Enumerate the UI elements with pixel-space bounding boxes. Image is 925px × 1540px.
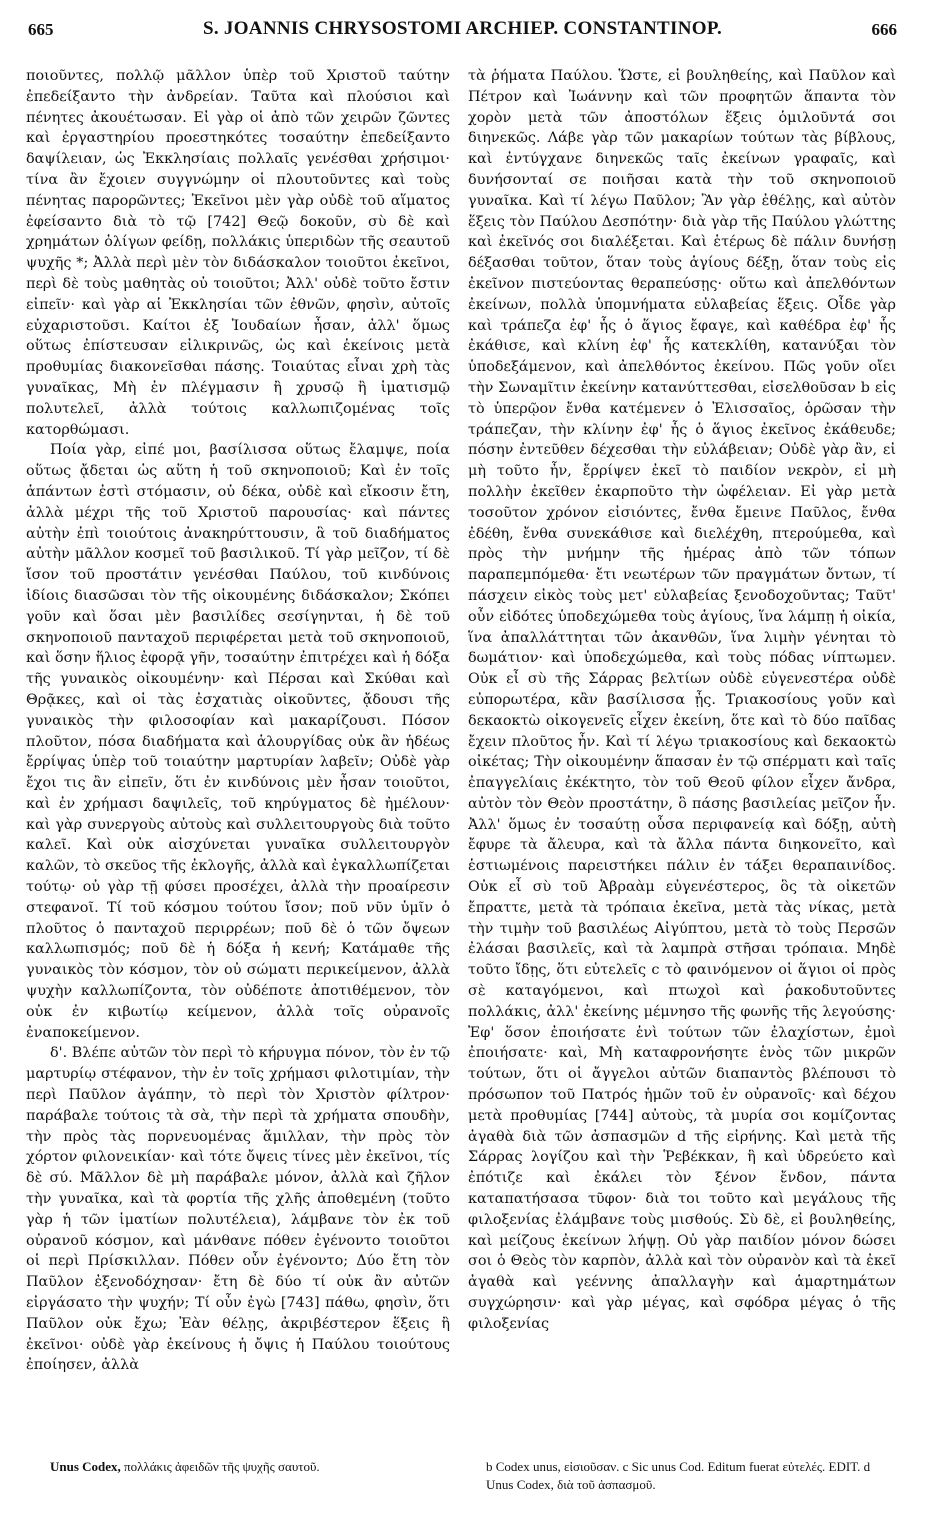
footnote-label: Unus Codex, [50, 1459, 121, 1474]
paragraph: τὰ ῥήματα Παύλου. Ὥστε, εἰ βουληθείης, καὶ Παῦλον καὶ Πέτρον καὶ Ἰωάννην καὶ τῶν προφητῶν ἅπαντα τὸν χορὸν μετὰ τῶν ἀποστόλων ἕξεις ὁμιλοῦντά σοι διηνεκῶς. Λάβε γὰρ τῶν μακαρίων τούτων τὰς βίβλους, καὶ ἐντύγχανε διηνεκῶς ταῖς ἐκείνων γραφαῖς, καὶ δυνήσονταί σε ποιῆσαι κατὰ τὴν τοῦ σκηνοποιοῦ γυναῖκα. Καὶ τί λέγω Παῦλον; Ἂν γὰρ ἐθέλῃς, καὶ αὐτὸν ἕξεις τὸν Παύλου Δεσπότην· διὰ γὰρ τῆς Παύλου γλώττης καὶ ἐκεῖνός σοι διαλέξεται. Καὶ ἑτέρως δὲ πάλιν δυνήσῃ δέξασθαι τοῦτον, ὅταν τοὺς ἁγίους δέξῃ, ὅταν τοὺς εἰς ἐκεῖνον πιστεύοντας θεραπεύσῃς· οὕτω καὶ ἀπελθόντων ἐκείνων, πολλὰ ὑπομνήματα εὐλαβείας ἕξεις. Οἶδε γὰρ καὶ τράπεζα ἐφ' ἧς ὁ ἅγιος ἔφαγε, καὶ καθέδρα ἐφ' ἧς ἐκάθισε, καὶ κλίνη ἐφ' ἧς κατεκλίθη, κατανύξαι τὸν ὑποδεξάμενον, καὶ ἀπελθόντος ἐκείνου. Πῶς γοῦν οἴει τὴν Σωναμῖτιν ἐκείνην κατανύττεσθαι, εἰσελθοῦσαν b εἰς τὸ ὑπερῷον ἔνθα κατέμενεν ὁ Ἐλισσαῖος, ὁρῶσαν τὴν τράπεζαν, τὴν κλίνην ἐφ' ἧς ὁ ἅγιος ἐκεῖνος ἐκάθευδε; πόσην ἐντεῦθεν δέχεσθαι τὴν εὐλάβειαν; Οὐδὲ γὰρ ἂν, εἰ μὴ τοῦτο ἦν, ἔρρίψεν ἐκεῖ τὸ παιδίον νεκρὸν, εἰ μὴ πολλὴν ἐκεῖθεν ἐκαρποῦτο τὴν ὠφέλειαν. Εἰ γὰρ μετὰ τοσοῦτον χρόνον εἰσιόντες, ἔνθα ἔμεινε Παῦλος, ἔνθα ἐδέθη, ἔνθα συνεκάθισε καὶ διελέχθη, πτερούμεθα, καὶ πρὸς τὴν μνήμην τῆς ἡμέρας ἀπὸ τῶν τόπων παραπεμπόμεθα· ἔτι νεωτέρων τῶν πραγμάτων ὄντων, τί πάσχειν εἰκὸς τοὺς μετ' εὐλαβείας ξενοδοχοῦντας; Ταῦτ' οὖν εἰδότες ὑποδεχώμεθα τοὺς ἁγίους, ἵνα λάμπῃ ἡ οἰκία, ἵνα ἀπαλλάττηται τῶν ἀκανθῶν, ἵνα λιμὴν γένηται τὸ δωμάτιον· καὶ ὑποδεχώμεθα, καὶ τοὺς πόδας νίπτωμεν. Οὐκ εἶ σὺ τῆς Σάρρας βελτίων οὐδὲ εὐγενεστέρα οὐδὲ εὐπορωτέρα, κἂν βασίλισσα ᾖς. Τριακοσίους γοῦν καὶ δεκαοκτὼ οἰκογενεῖς εἶχεν ἐκείνη, ὅτε καὶ τὸ δύο παῖδας ἔχειν πλοῦτος ἦν. Καὶ τί λέγω τριακοσίους καὶ δεκαοκτὼ οἰκέτας; Τὴν οἰκουμένην ἅπασαν ἐν τῷ σπέρματι καὶ ταῖς ἐπαγγελίαις ἐκέκτητο, τὸν τοῦ Θεοῦ φίλον εἶχεν ἄνδρα, αὐτὸν τὸν Θεὸν προστάτην, ὃ πάσης βασιλείας μεῖζον ἦν. Ἀλλ' ὅμως ἐν τοσαύτῃ οὖσα περιφανείᾳ καὶ δόξῃ, αὐτὴ ἔφυρε τὰ ἄλευρα, καὶ τὰ ἄλλα πάντα διηκονεῖτο, καὶ ἑστιωμένοις παρειστήκει πάλιν ἐν τάξει θεραπαινίδος. Οὐκ εἶ σὺ τοῦ Ἀβραὰμ εὐγενέστερος, ὃς τὰ οἰκετῶν ἔπραττε, μετὰ τὰ τρόπαια ἐκεῖνα, μετὰ τὰς νίκας, μετὰ τὴν τιμὴν τοῦ βασιλέως Αἰγύπτου, μετὰ τὸ τοὺς Περσῶν ἐλάσαι βασιλεῖς, καὶ τὰ λαμπρὰ στῆσαι τρόπαια. Μηδὲ τοῦτο ἴδῃς, ὅτι εὐτελεῖς c τὸ φαινόμενον οἱ ἅγιοι οἱ πρὸς σὲ καταγόμενοι, καὶ πτωχοὶ καὶ ῥακοδυτοῦντες πολλάκις, ἀλλ' ἐκείνης μέμνησο τῆς φωνῆς τῆς λεγούσης· Ἐφ' ὅσον ἐποιήσατε ἑνὶ τούτων τῶν ἐλαχίστων, ἐμοὶ ἐποιήσατε· καὶ, Μὴ καταφρονήσητε ἑνὸς τῶν μικρῶν τούτων, ὅτι οἱ ἄγγελοι αὐτῶν διαπαντὸς βλέπουσι τὸ πρόσωπον τοῦ Πατρός ἡμῶν τοῦ ἐν οὐρανοῖς· καὶ δέχου μετὰ προθυμίας [744] αὐτοὺς, τὰ μυρία σοι κομίζοντας ἀγαθὰ διὰ τῶν ἀσπασμῶν d τῆς εἰρήνης. Καὶ μετὰ τῆς Σάρρας λογίζου καὶ τὴν Ῥεβέκκαν, ἣ καὶ ὑδρεύετο καὶ ἐπότιζε καὶ ἐκάλει τὸν ξένον ἔνδον, πάντα καταπατήσασα τῦφον· διὰ τοι τοῦτο καὶ μεγάλους τῆς φιλοξενίας ἐλάμβανε τοὺς μισθούς. Σὺ δὲ, εἰ βουληθείης, καὶ μείζους ἐκείνων λήψῃ. Οὐ γὰρ παιδίον μόνον δώσει σοι ὁ Θεὸς τὸν καρπὸν, ἀλλὰ καὶ τὸν οὐρανὸν καὶ τὰ ἐκεῖ ἀγαθὰ καὶ γεέννης ἀπαλλαγὴν καὶ ἁμαρτημάτων συγχώρησιν· καὶ γὰρ μέγας, καὶ σφόδρα μέγας ὁ τῆς φιλοξενίας [468, 68, 896, 1332]
running-title: S. JOANNIS CHRYSOSTOMI ARCHIEP. CONSTANTINOP. [202, 18, 723, 39]
paragraph: ποιοῦντες, πολλῷ μᾶλλον ὑπὲρ τοῦ Χριστοῦ ταύτην ἐπεδείξαντο τὴν ἀνδρείαν. Ταῦτα καὶ πλούσιοι καὶ πένητες ἀκουέτωσαν. Εἰ γὰρ οἱ ἀπὸ τῶν χειρῶν ζῶντες καὶ ἐργαστηρίου προεστηκότες τοσαύτην ἐπεδείξαντο δαψίλειαν, ὡς Ἐκκλησίαις πολλαῖς γενέσθαι χρήσιμοι· τίνα ἂν ἔχοιεν συγγνώμην οἱ πλουτοῦντες καὶ τοὺς πένητας παρορῶντες; Ἐκεῖνοι μὲν γὰρ οὐδὲ τοῦ αἵματος ἐφείσαντο διὰ τὸ τῷ [742] Θεῷ δοκοῦν, σὺ δὲ καὶ χρημάτων ὀλίγων φείδῃ, πολλάκις ὑπεριδὼν τῆς σεαυτοῦ ψυχῆς *; Ἀλλὰ περὶ μὲν τὸν διδάσκαλον τοιοῦτοι ἐκεῖνοι, περὶ δὲ τοὺς μαθητὰς οὐ τοιοῦτοι; Ἀλλ' οὐδὲ τοῦτο ἔστιν εἰπεῖν· καὶ γὰρ αἱ Ἐκκλησίαι τῶν ἐθνῶν, φησὶν, αὐτοῖς εὐχαριστοῦσι. Καίτοι ἐξ Ἰουδαίων ἦσαν, ἀλλ' ὅμως οὕτως ἐπίστευσαν εἰλικρινῶς, ὡς καὶ ἐκείνοις μετὰ προθυμίας διακονεῖσθαι πάσης. Τοιαύτας εἶναι χρὴ τὰς γυναῖκας, Μὴ ἐν πλέγμασιν ἢ χρυσῷ ἢ ἱματισμῷ πολυτελεῖ, ἀλλὰ τούτοις καλλωπιζομένας τοῖς κατορθώμασι. [26, 68, 450, 438]
footnote-text: b Codex unus, εἰσιοῦσαν. c Sic unus Cod. Editum fuerat εὐτελές. EDIT. d Unus Codex, διὰ τοῦ ἀσπασμοῦ. [486, 1459, 871, 1492]
footnote-left [50, 1458, 430, 1476]
footnote-text: πολλάκις ἀφειδῶν τῆς ψυχῆς σαυτοῦ. [120, 1459, 320, 1474]
paragraph: Ποία γὰρ, εἰπέ μοι, βασίλισσα οὕτως ἔλαμψε, ποία οὕτως ᾄδεται ὡς αὕτη ἡ τοῦ σκηνοποιοῦ; Καὶ ἐν τοῖς ἁπάντων ἐστὶ στόμασιν, οὐ δέκα, οὐδὲ καὶ εἴκοσιν ἔτη, ἀλλὰ μέχρι τῆς τοῦ Χριστοῦ παρουσίας· καὶ πάντες αὐτὴν ἐπὶ τοιούτοις ἀνακηρύττουσιν, ἃ τοῦ διαδήματος αὐτὴν μᾶλλον κοσμεῖ τοῦ βασιλικοῦ. Τί γὰρ μεῖζον, τί δὲ ἴσον τοῦ προστάτιν γενέσθαι Παύλου, τοῦ κινδύνοις ἰδίοις διασῶσαι τὸν τῆς οἰκουμένης διδάσκαλον; Σκόπει γοῦν καὶ ὅσαι μὲν βασιλίδες σεσίγηνται, ἡ δὲ τοῦ σκηνοποιοῦ πανταχοῦ περιφέρεται μετὰ τοῦ σκηνοποιοῦ, καὶ ὅσην ἥλιος ἐφορᾷ γῆν, τοσαύτην ἐπιτρέχει καὶ ἡ δόξα τῆς γυναικὸς οἰκουμένην· καὶ Πέρσαι καὶ Σκύθαι καὶ Θρᾷκες, καὶ οἱ τὰς ἐσχατιὰς οἰκοῦντες, ᾄδουσι τῆς γυναικὸς τὴν φιλοσοφίαν καὶ μακαρίζουσι. Πόσον πλοῦτον, πόσα διαδήματα καὶ ἁλουργίδας οὐκ ἂν ἡδέως ἔρρίψας ὑπὲρ τοῦ τοιαύτην μαρτυρίαν λαβεῖν; Οὐδὲ γὰρ ἔχοι τις ἂν εἰπεῖν, ὅτι ἐν κινδύνοις μὲν ἦσαν τοιοῦτοι, καὶ ἐν χρήμασι δαψιλεῖς, τοῦ κηρύγματος δὲ ἠμέλουν· καὶ γὰρ συνεργοὺς αὐτοὺς καὶ συλλειτουργοὺς διὰ τοῦτο καλεῖ. Καὶ οὐκ αἰσχύνεται γυναῖκα συλλειτουργὸν καλῶν, τὸ σκεῦος τῆς ἐκλογῆς, ἀλλὰ καὶ ἐγκαλλωπίζεται τούτῳ· οὐ γὰρ τῇ φύσει προσέχει, ἀλλὰ τὴν προαίρεσιν στεφανοῖ. Τί τοῦ κόσμου τούτου ἴσον; ποῦ νῦν ὑμῖν ὁ πλοῦτος ὁ πανταχοῦ περιρρέων; ποῦ δὲ ὁ τῶν ὄψεων καλλωπισμός; ποῦ δὲ ἡ δόξα ἡ κενή; Κατάμαθε τῆς γυναικὸς τὸν κόσμον, τὸν οὐ σώματι περικείμενον, ἀλλὰ ψυχὴν καλλωπίζοντα, τὸν οὐδέποτε ἀποτιθέμενον, τὸν οὐκ ἐν κιβωτίῳ κείμενον, ἀλλὰ τοῖς οὐρανοῖς ἐναποκείμενον. [26, 442, 450, 1041]
paragraph: δ'. Βλέπε αὐτῶν τὸν περὶ τὸ κήρυγμα πόνον, τὸν ἐν τῷ μαρτυρίῳ στέφανον, τὴν ἐν τοῖς χρήμασι φιλοτιμίαν, τὴν περὶ Παῦλον ἀγάπην, τὸ περὶ τὸν Χριστὸν φίλτρον· παράβαλε τούτοις τὰ σὰ, τὴν περὶ τὰ χρήματα σπουδὴν, τὴν πρὸς τὰς πορνευομένας ἅμιλλαν, τὴν πρὸς τὸν χόρτον φιλονεικίαν· καὶ τότε ὄψεις τίνες μὲν ἐκεῖνοι, τίς δὲ σύ. Μᾶλλον δὲ μὴ παράβαλε μόνον, ἀλλὰ καὶ ζῆλον τὴν γυναῖκα, καὶ τὰ φορτία τῆς χλῆς ἀποθεμένη (τοῦτο γὰρ ἡ τῶν ἱματίων πολυτέλεια), λάμβανε τὸν ἐκ τοῦ οὐρανοῦ κόσμον, καὶ μάνθανε πόθεν ἐγένοντο τοιοῦτοι οἱ περὶ Πρίσκιλλαν. Πόθεν οὖν ἐγένοντο; Δύο ἔτη τὸν Παῦλον ἐξενοδόχησαν· ἔτη δὲ δύο τί οὐκ ἂν αὐτῶν εἰργάσατο τὴν ψυχήν; Τί οὖν ἐγὼ [743] πάθω, φησὶν, ὅτι Παῦλον οὐκ ἔχω; Ἐὰν θέλῃς, ἀκριβέστερον ἕξεις ἢ ἐκεῖνοι· οὐδὲ γὰρ ἐκείνους ἡ ὄψις ἡ Παύλου τοιούτους ἐποίησεν, ἀλλὰ [26, 1045, 450, 1374]
footnote-right [486, 1458, 896, 1494]
left-column [26, 66, 450, 1444]
page-number-right: 666 [871, 20, 897, 39]
right-column [468, 66, 896, 1444]
page-header [20, 8, 905, 48]
page-number-left: 665 [28, 20, 54, 39]
